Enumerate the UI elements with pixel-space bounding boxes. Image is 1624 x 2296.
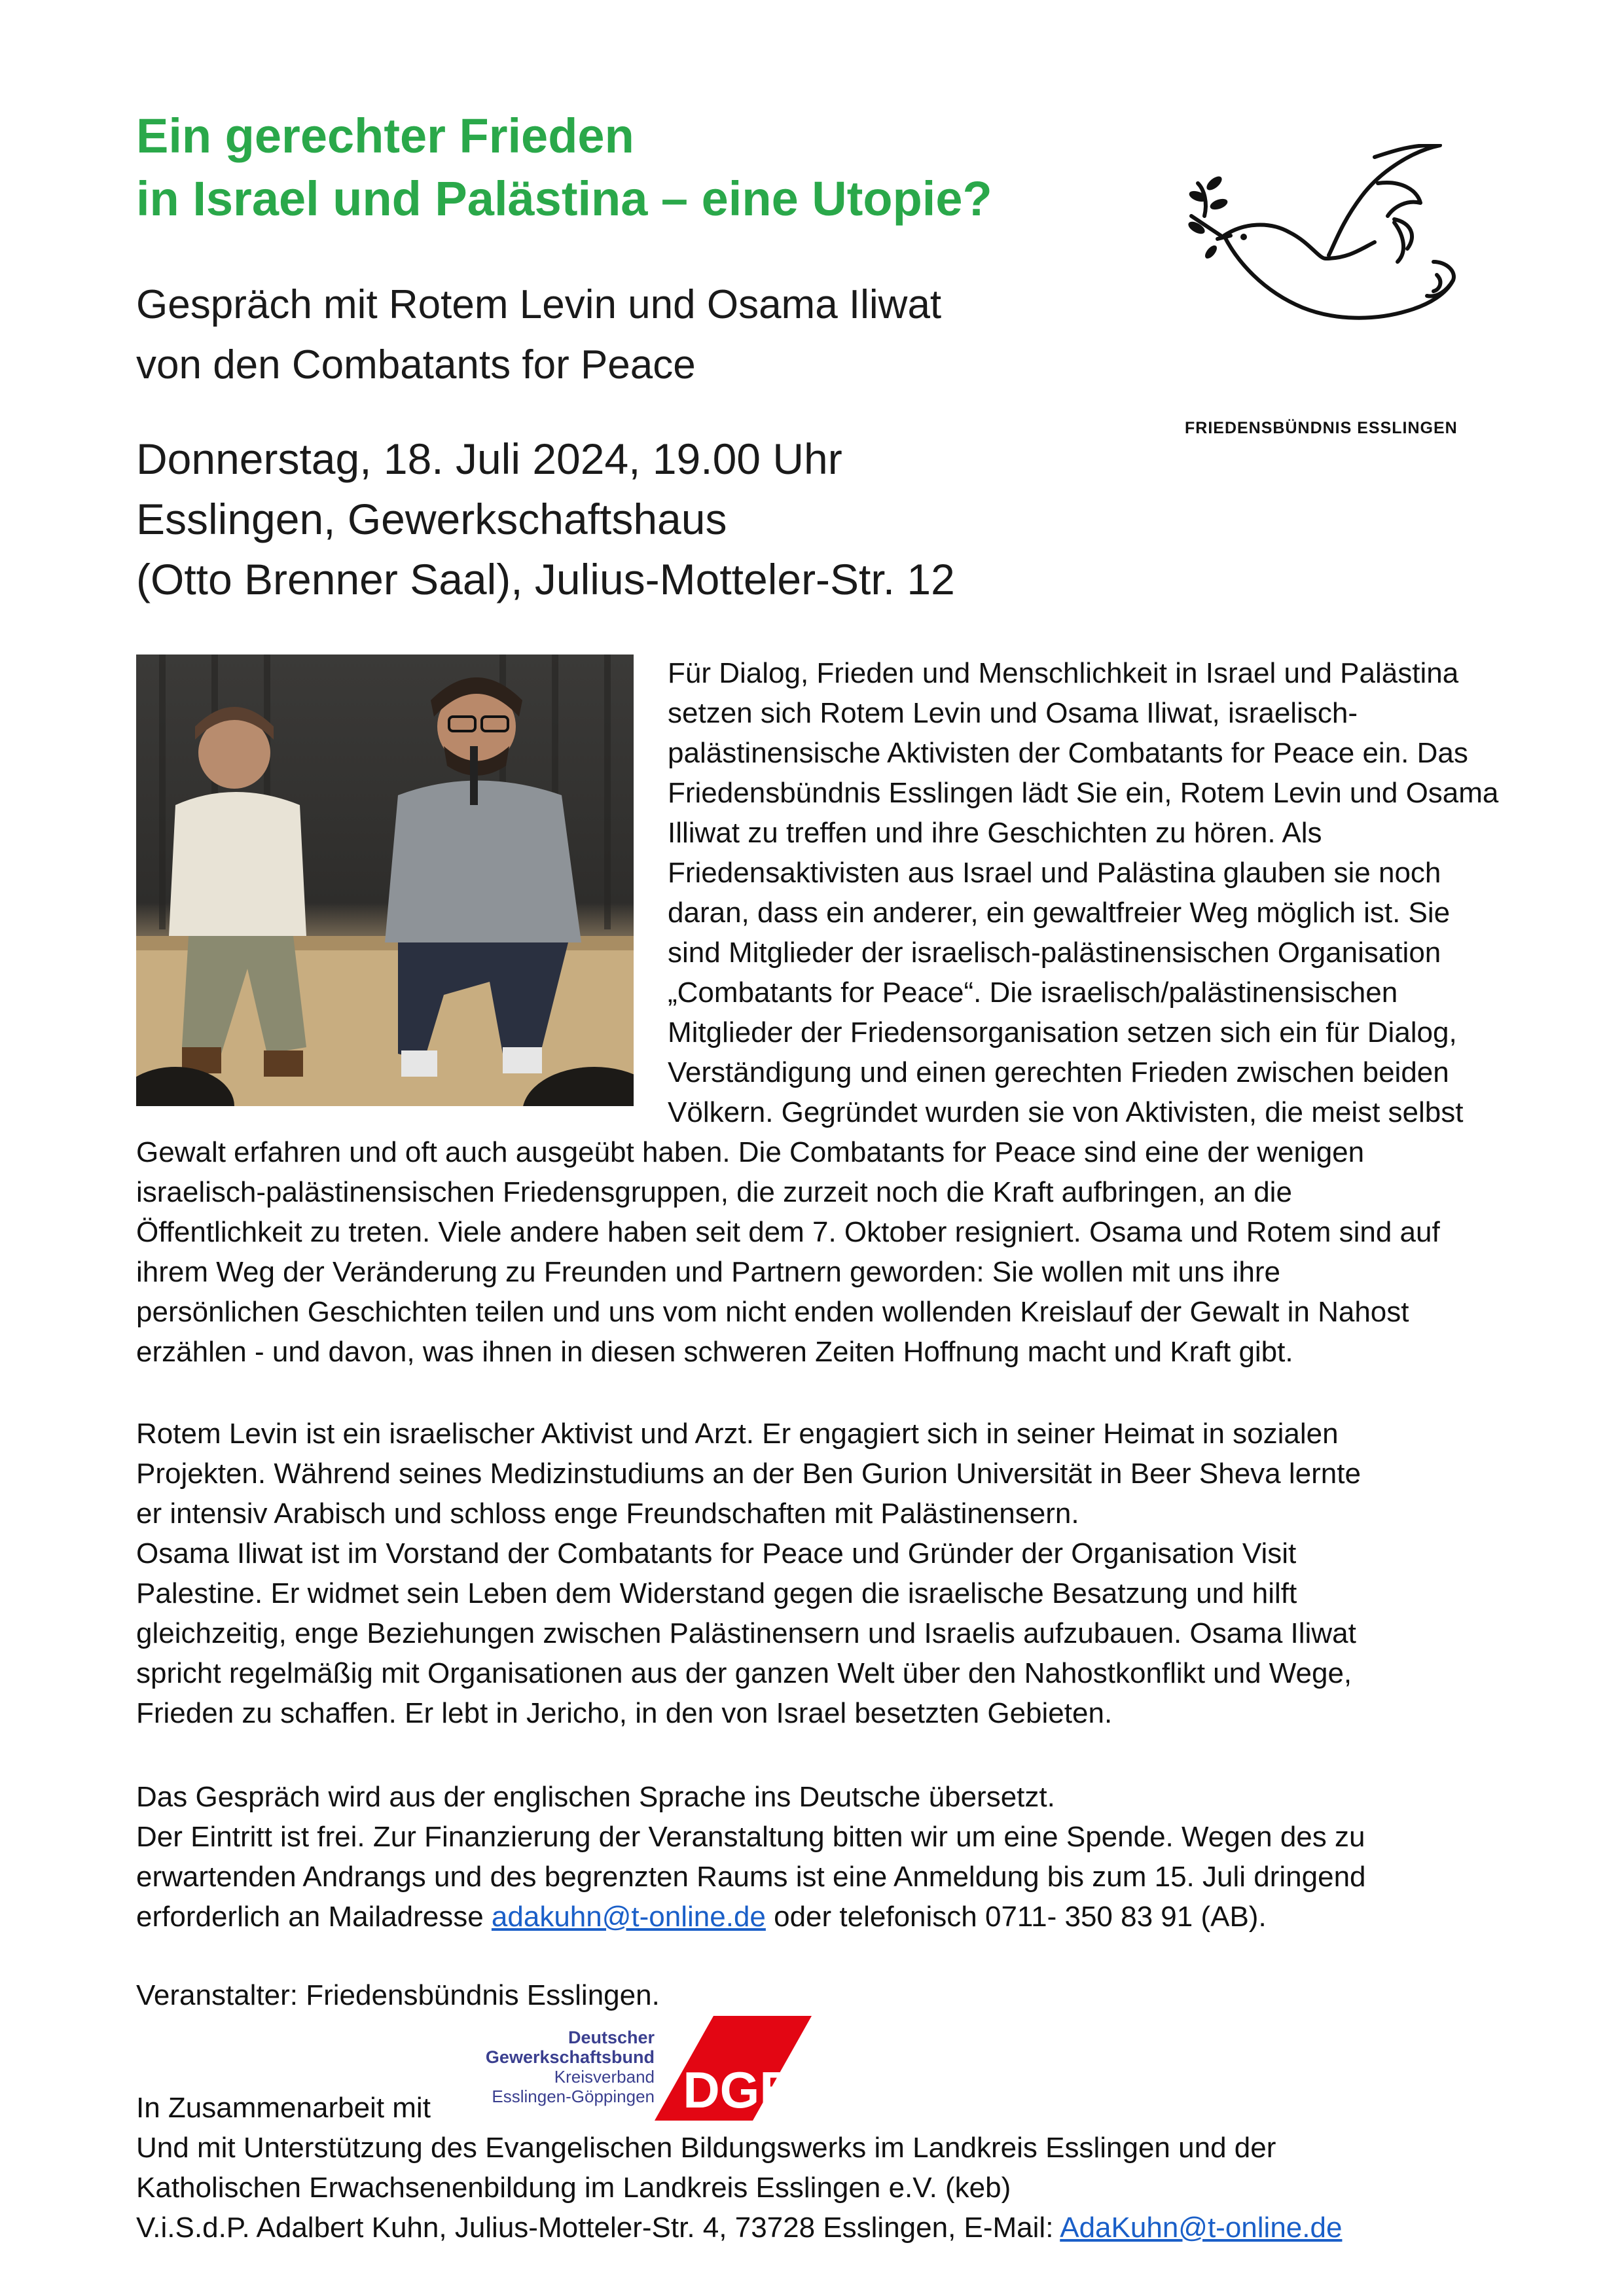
title-line-2: in Israel und Palästina – eine Utopie? xyxy=(136,171,992,226)
bio-line: spricht regelmäßig mit Organisationen aus der ganzen Welt über den Nahostkonflikt und Wege, xyxy=(136,1657,1352,1689)
speaker-bios xyxy=(136,1414,1511,1733)
subtitle-line-2: von den Combatants for Peace xyxy=(136,342,696,387)
intro-line: Illiwat zu treffen und ihre Geschichten zu hören. Als xyxy=(668,817,1322,849)
bio-line: Rotem Levin ist ein israelischer Aktivist und Arzt. Er engagiert sich in seiner Heimat in sozialen xyxy=(136,1418,1339,1450)
info-line-text: erforderlich an Mailadresse xyxy=(136,1901,492,1933)
info-line-text: oder telefonisch 0711- 350 83 91 (AB). xyxy=(765,1901,1267,1933)
intro-line: Für Dialog, Frieden und Menschlichkeit in Israel und Palästina xyxy=(668,657,1459,689)
intro-rest-line: Gewalt erfahren und oft auch ausgeübt haben. Die Combatants for Peace sind eine der wenigen xyxy=(136,1136,1365,1168)
translation-note: Das Gespräch wird aus der englischen Sprache ins Deutsche übersetzt. xyxy=(136,1781,1055,1813)
event-info xyxy=(136,429,1183,609)
cooperation xyxy=(136,2088,1511,2248)
intro-rest-line: persönlichen Geschichten teilen und uns vom nicht enden wollenden Kreislauf der Gewalt in Nahost xyxy=(136,1296,1409,1328)
intro-line: Völkern. Gegründet wurden sie von Aktivisten, die meist selbst xyxy=(668,1096,1464,1128)
intro-line: sind Mitglieder der israelisch-palästinensischen Organisation xyxy=(668,937,1441,969)
cooperation-label: In Zusammenarbeit mit xyxy=(136,2092,431,2124)
speakers-photo xyxy=(136,655,634,1106)
subtitle-line-1: Gespräch mit Rotem Levin und Osama Iliwat xyxy=(136,282,942,327)
intro-line: daran, dass ein anderer, ein gewaltfreier Weg möglich ist. Sie xyxy=(668,897,1451,929)
bio-line: er intensiv Arabisch und schloss enge Freundschaften mit Palästinensern. xyxy=(136,1498,1079,1530)
imprint-text: V.i.S.d.P. Adalbert Kuhn, Julius-Motteler-Str. 4, 73728 Esslingen, E-Mail: xyxy=(136,2212,1060,2244)
intro-rest-line: ihrem Weg der Veränderung zu Freunden und Partnern geworden: Sie wollen mit uns ihre xyxy=(136,1256,1280,1288)
info-line xyxy=(136,1897,1511,1937)
dgb-line-2: Gewerkschaftsbund xyxy=(485,2047,655,2067)
imprint-email-link[interactable]: AdaKuhn@t-online.de xyxy=(1060,2212,1343,2244)
bio-line: gleichzeitig, enge Beziehungen zwischen Palästinensern und Israelis aufzubauen. Osama Iliwat xyxy=(136,1617,1356,1649)
intro-text xyxy=(668,653,1512,1132)
intro-line: setzen sich Rotem Levin und Osama Iliwat, israelisch- xyxy=(668,697,1358,729)
organizer-text: Veranstalter: Friedensbündnis Esslingen. xyxy=(136,1979,660,2011)
intro-continuation xyxy=(136,1132,1511,1372)
intro-rest-line: israelisch-palästinensischen Friedensgruppen, die zurzeit noch die Kraft aufbringen, an die xyxy=(136,1176,1292,1208)
bio-line: Palestine. Er widmet sein Leben dem Widerstand gegen die israelische Besatzung und hilft xyxy=(136,1577,1297,1609)
event-place: Esslingen, Gewerkschaftshaus xyxy=(136,495,727,543)
page-subtitle xyxy=(136,275,1118,395)
page-title xyxy=(136,105,1118,230)
imprint xyxy=(136,2208,1511,2248)
bio-line: Frieden zu schaffen. Er lebt in Jericho, in den von Israel besetzten Gebieten. xyxy=(136,1697,1113,1729)
bio-line: Osama Iliwat ist im Vorstand der Combatants for Peace und Gründer der Organisation Visit xyxy=(136,1537,1297,1570)
org-name: FRIEDENSBÜNDNIS ESSLINGEN xyxy=(1185,419,1458,437)
intro-line: Friedensbündnis Esslingen lädt Sie ein, Rotem Levin und Osama xyxy=(668,777,1499,809)
event-address: (Otto Brenner Saal), Julius-Motteler-Str. 12 xyxy=(136,555,955,603)
intro-rest-line: Öffentlichkeit zu treten. Viele andere haben seit dem 7. Oktober resigniert. Osama und Rotem sind auf xyxy=(136,1216,1440,1248)
dgb-mark-text: DGB xyxy=(683,2061,797,2119)
dgb-line-4: Esslingen-Göppingen xyxy=(492,2087,655,2106)
dgb-line-1: Deutscher xyxy=(568,2028,655,2047)
support-line: Katholischen Erwachsenenbildung im Landkreis Esslingen e.V. (keb) xyxy=(136,2172,1011,2204)
practical-info xyxy=(136,1777,1511,1937)
intro-line: „Combatants for Peace“. Die israelisch/palästinensischen xyxy=(668,977,1398,1009)
intro-line: palästinensische Aktivisten der Combatants for Peace ein. Das xyxy=(668,737,1468,769)
intro-line: Mitglieder der Friedensorganisation setzen sich ein für Dialog, xyxy=(668,1016,1457,1049)
info-line: erwartenden Andrangs und des begrenzten Raums ist eine Anmeldung bis zum 15. Juli dringend xyxy=(136,1861,1366,1893)
email-link[interactable]: adakuhn@t-online.de xyxy=(491,1901,766,1933)
intro-line: Verständigung und einen gerechten Frieden zwischen beiden xyxy=(668,1056,1449,1088)
dgb-line-3: Kreisverband xyxy=(554,2067,655,2087)
info-line: Der Eintritt ist frei. Zur Finanzierung der Veranstaltung bitten wir um eine Spende. Wegen des zu xyxy=(136,1821,1365,1853)
intro-rest-line: erzählen - und davon, was ihnen in diesen schweren Zeiten Hoffnung macht und Kraft gibt. xyxy=(136,1336,1293,1368)
bio-line: Projekten. Während seines Medizinstudiums an der Ben Gurion Universität in Beer Sheva lernte xyxy=(136,1458,1361,1490)
organizer xyxy=(136,1975,1511,2015)
title-line-1: Ein gerechter Frieden xyxy=(136,109,634,163)
peace-dove-icon xyxy=(1178,144,1486,393)
intro-line: Friedensaktivisten aus Israel und Palästina glauben sie noch xyxy=(668,857,1441,889)
event-date: Donnerstag, 18. Juli 2024, 19.00 Uhr xyxy=(136,435,842,483)
support-line: Und mit Unterstützung des Evangelischen Bildungswerks im Landkreis Esslingen und der xyxy=(136,2132,1276,2164)
